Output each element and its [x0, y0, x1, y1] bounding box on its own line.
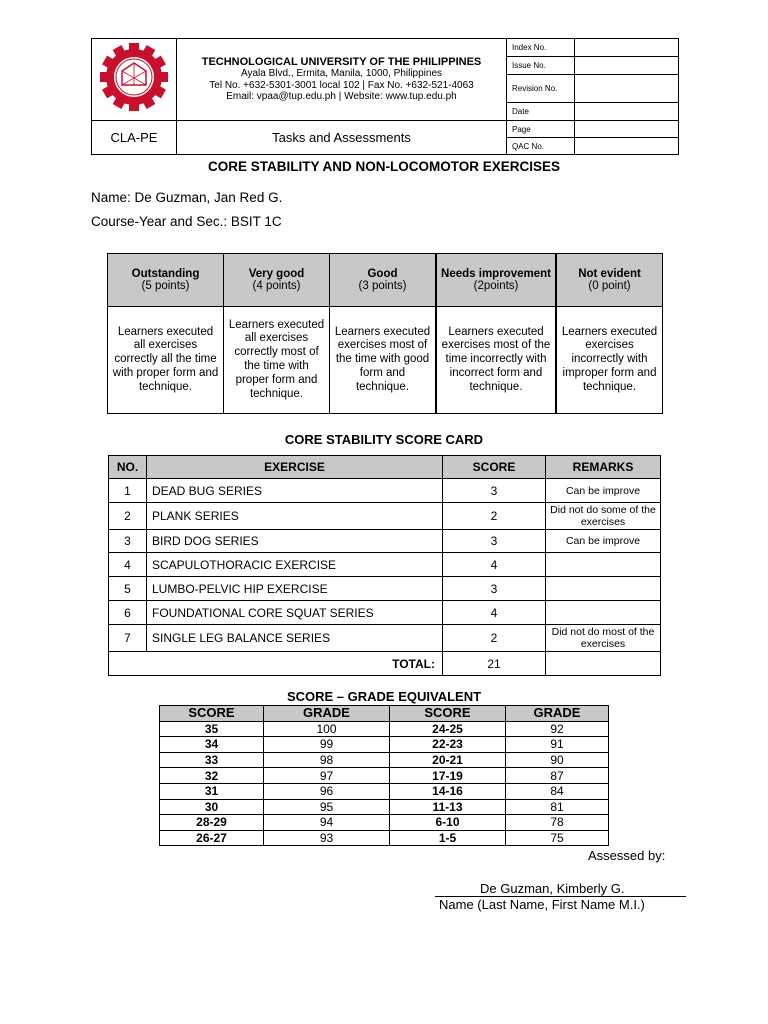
grade-cell: 97 [264, 768, 390, 784]
grade-cell: 75 [506, 830, 609, 846]
grade-cell: 100 [264, 721, 390, 737]
university-contact: Tel No. +632-5301-3001 local 102 | Fax No. +632-521-4063 [209, 79, 474, 91]
table-row [109, 479, 661, 503]
row-no: 1 [109, 479, 147, 503]
row-remarks: Did not do most of the exercises [546, 625, 661, 652]
meta-label-date: Date [507, 102, 575, 120]
row-remarks [546, 577, 661, 601]
row-remarks: Did not do some of the exercises [546, 503, 661, 530]
row-exercise: SCAPULOTHORACIC EXERCISE [147, 553, 443, 577]
header-no: NO. [109, 456, 147, 479]
rubric-level-label: Not evident [578, 268, 641, 280]
row-no: 6 [109, 601, 147, 625]
table-row [160, 752, 609, 768]
grade-cell: 98 [264, 752, 390, 768]
document-header [91, 38, 679, 155]
rubric-level-label: Very good [248, 268, 305, 280]
grade-cell: 92 [506, 721, 609, 737]
rubric-points: (0 point) [588, 280, 631, 292]
grade-cell: 95 [264, 799, 390, 815]
university-info [177, 39, 507, 121]
course-year-section: Course-Year and Sec.: BSIT 1C [91, 214, 282, 229]
header-score: SCORE [443, 456, 546, 479]
score-cell: 33 [160, 752, 264, 768]
meta-value-issue [575, 57, 679, 75]
total-score: 21 [443, 652, 546, 676]
university-email-web: Email: vpaa@tup.edu.ph | Website: www.tup.edu.ph [226, 91, 457, 102]
university-name: TECHNOLOGICAL UNIVERSITY OF THE PHILIPPINES [201, 55, 482, 68]
table-row [109, 503, 661, 530]
table-row [160, 783, 609, 799]
total-row [109, 652, 661, 676]
meta-value-index [575, 39, 679, 57]
university-seal-icon [92, 39, 176, 115]
score-cell: 30 [160, 799, 264, 815]
meta-label-index: Index No. [507, 39, 575, 57]
rubric-points: (2points) [473, 280, 519, 292]
row-score: 3 [443, 577, 546, 601]
row-remarks [546, 553, 661, 577]
document-type: Tasks and Assessments [177, 121, 507, 155]
grade-cell: 81 [506, 799, 609, 815]
header-score: SCORE [390, 706, 506, 722]
score-cell: 26-27 [160, 830, 264, 846]
score-cell: 32 [160, 768, 264, 784]
header-grade: GRADE [264, 706, 390, 722]
rubric-desc-good: Learners executed exercises most of the time with good form and technique. [330, 307, 437, 414]
header-score: SCORE [160, 706, 264, 722]
header-exercise: EXERCISE [147, 456, 443, 479]
meta-label-qac: QAC No. [507, 138, 575, 155]
row-remarks: Can be improve [546, 530, 661, 553]
score-cell: 34 [160, 737, 264, 753]
rubric-points: (3 points) [358, 280, 407, 292]
table-row [109, 625, 661, 652]
document-title: CORE STABILITY AND NON-LOCOMOTOR EXERCISES [207, 159, 561, 174]
rubric-points: (5 points) [141, 280, 190, 292]
row-exercise: BIRD DOG SERIES [147, 530, 443, 553]
table-row [109, 577, 661, 601]
header-remarks: REMARKS [546, 456, 661, 479]
table-row [160, 737, 609, 753]
row-score: 2 [443, 625, 546, 652]
row-score: 4 [443, 601, 546, 625]
form-code: CLA-PE [92, 121, 177, 155]
row-remarks [546, 601, 661, 625]
rubric-desc-not-evident: Learners executed exercises incorrectly with improper form and technique. [556, 307, 663, 414]
score-cell: 22-23 [390, 737, 506, 753]
student-name: Name: De Guzman, Jan Red G. [91, 190, 283, 205]
table-row [109, 553, 661, 577]
header-grade: GRADE [506, 706, 609, 722]
table-row [160, 768, 609, 784]
row-exercise: DEAD BUG SERIES [147, 479, 443, 503]
grade-cell: 99 [264, 737, 390, 753]
score-cell: 6-10 [390, 815, 506, 831]
row-score: 4 [443, 553, 546, 577]
meta-value-qac [575, 138, 679, 155]
rubric-level-very-good [224, 254, 330, 307]
total-label: TOTAL: [109, 652, 443, 676]
row-no: 5 [109, 577, 147, 601]
row-no: 2 [109, 503, 147, 530]
table-row [160, 799, 609, 815]
grade-cell: 90 [506, 752, 609, 768]
meta-label-issue: Issue No. [507, 57, 575, 75]
grade-cell: 78 [506, 815, 609, 831]
score-cell: 35 [160, 721, 264, 737]
grade-equivalent-title: SCORE – GRADE EQUIVALENT [286, 689, 482, 704]
rubric-desc-outstanding: Learners executed all exercises correctly all the time with proper form and technique. [108, 307, 224, 414]
score-card-title: CORE STABILITY SCORE CARD [284, 432, 484, 447]
rubric-points: (4 points) [252, 280, 301, 292]
grade-equivalent-table [159, 705, 609, 846]
row-exercise: SINGLE LEG BALANCE SERIES [147, 625, 443, 652]
meta-label-page: Page [507, 121, 575, 138]
grade-cell: 84 [506, 783, 609, 799]
rubric-table [107, 253, 663, 414]
rubric-level-needs-improvement [436, 254, 556, 307]
grade-cell: 87 [506, 768, 609, 784]
assessed-by-label: Assessed by: [588, 848, 666, 863]
score-cell: 24-25 [390, 721, 506, 737]
meta-value-date [575, 102, 679, 120]
row-no: 7 [109, 625, 147, 652]
assessor-name: De Guzman, Kimberly G. [480, 881, 625, 896]
meta-value-revision [575, 75, 679, 102]
grade-cell: 94 [264, 815, 390, 831]
total-remarks [546, 652, 661, 676]
table-row [109, 530, 661, 553]
row-remarks: Can be improve [546, 479, 661, 503]
grade-header-row [160, 706, 609, 722]
row-exercise: FOUNDATIONAL CORE SQUAT SERIES [147, 601, 443, 625]
score-card-table [108, 455, 661, 676]
table-row [109, 601, 661, 625]
grade-cell: 96 [264, 783, 390, 799]
rubric-level-good [330, 254, 437, 307]
row-score: 2 [443, 503, 546, 530]
row-score: 3 [443, 479, 546, 503]
grade-cell: 91 [506, 737, 609, 753]
score-card-header [109, 456, 661, 479]
score-cell: 31 [160, 783, 264, 799]
score-cell: 14-16 [390, 783, 506, 799]
rubric-level-label: Outstanding [131, 268, 200, 280]
rubric-description-row [108, 307, 663, 414]
row-no: 4 [109, 553, 147, 577]
rubric-level-label: Good [367, 268, 398, 280]
table-row [160, 830, 609, 846]
rubric-level-label: Needs improvement [441, 268, 551, 280]
name-format-label: Name (Last Name, First Name M.I.) [439, 897, 645, 912]
university-address: Ayala Blvd., Ermita, Manila, 1000, Philippines [240, 68, 443, 79]
meta-label-revision: Revision No. [507, 75, 575, 102]
grade-cell: 93 [264, 830, 390, 846]
score-cell: 28-29 [160, 815, 264, 831]
table-row [160, 815, 609, 831]
rubric-level-outstanding [108, 254, 224, 307]
meta-value-page [575, 121, 679, 138]
row-exercise: PLANK SERIES [147, 503, 443, 530]
rubric-desc-very-good: Learners executed all exercises correctly most of the time with proper form and technique. [224, 307, 330, 414]
rubric-desc-needs-improvement: Learners executed exercises most of the time incorrectly with incorrect form and technique. [436, 307, 556, 414]
score-cell: 20-21 [390, 752, 506, 768]
score-cell: 1-5 [390, 830, 506, 846]
score-cell: 11-13 [390, 799, 506, 815]
rubric-header-row [108, 254, 663, 307]
score-cell: 17-19 [390, 768, 506, 784]
row-score: 3 [443, 530, 546, 553]
logo-cell [92, 39, 177, 121]
table-row [160, 721, 609, 737]
row-exercise: LUMBO-PELVIC HIP EXERCISE [147, 577, 443, 601]
row-no: 3 [109, 530, 147, 553]
rubric-level-not-evident [556, 254, 663, 307]
